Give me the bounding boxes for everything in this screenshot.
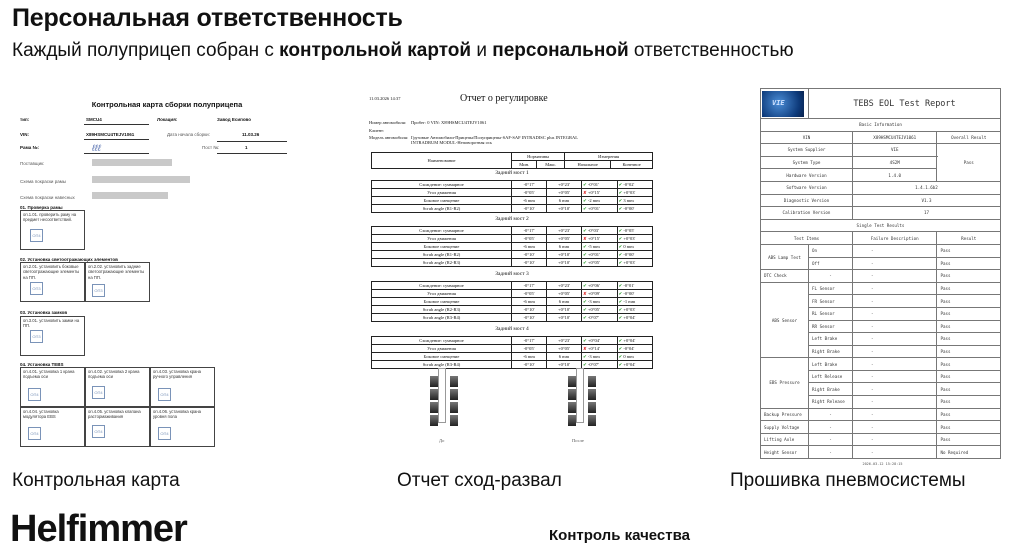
op-box: оп.4.06. установка крана уровня пола (150, 407, 215, 447)
table-row: Угол движения -0°05' +0°05' ✘ +0°15' ✔ +0°03' (372, 235, 653, 243)
wheel-icon (568, 402, 576, 413)
check-icon: ✔ (618, 298, 624, 304)
section-title: 01. Проверка рамы (20, 205, 63, 210)
wheel-icon (430, 415, 438, 426)
tebs-report-document (760, 88, 1005, 468)
attach-paint-label: Схема покраски навесных (20, 195, 75, 200)
table-row: Lifting Axle - - Pass (761, 433, 1001, 446)
check-icon: ✔ (583, 361, 588, 367)
table-row: Height Sensor - - No Required (761, 446, 1001, 459)
table-row: Угол движения -0°05' +0°05' ✘ +0°09' ✔ -0°00' (372, 290, 653, 298)
caption-control-card: Контрольная карта (12, 470, 180, 491)
table-row: Scrub angle (R3-R4) -0°10' +0°10' ✔ -0°07' ✔ +0°04' (372, 361, 653, 369)
axle-title: Задний мост 1 (495, 170, 529, 176)
check-icon: ✔ (618, 235, 624, 241)
table-row: Угол движения -0°05' +0°05' ✘ +0°15' ✔ +0°03' (372, 189, 653, 197)
client: Клиент: (369, 128, 385, 133)
table-row: Scrub angle (R2-R3) -0°10' +0°10' ✔ +0°05' ✔ +0°03' (372, 306, 653, 314)
wheel-icon (450, 415, 458, 426)
op-box: оп.2.02. установить задние светоотражающие элементы на ПП. (85, 262, 150, 302)
op-box: оп.4.01. установка 1 крана подъема оси (20, 367, 85, 407)
alignment-header: Наименование Нормативы Измерения Мин. Макс. Начальное Конечное (371, 152, 653, 169)
op-box: оп.1.01. проверить раму на предмет несоответствий. (20, 210, 85, 250)
report-title: Отчет о регулировке (460, 93, 548, 104)
frame-label: Рама №: (20, 145, 39, 150)
axle-table (371, 226, 653, 267)
axle-title: Задний мост 2 (495, 216, 529, 223)
table-row: Боковое смещение -6 mm 6 mm ✔ -2 mm ✔ 3 mm (372, 197, 653, 205)
op-box: оп.4.05. установка клапана растормаживания (85, 407, 150, 447)
table-row: Угол движения -0°05' +0°05' ✘ +0°14' ✔ -0°04' (372, 345, 653, 353)
check-icon: ✔ (583, 306, 588, 312)
table-row: Схождение: суммарное -0°17' +0°23' ✔ -0°03' ✔ -0°05' (372, 227, 653, 235)
wheel-icon (568, 389, 576, 400)
wheel-icon (568, 415, 576, 426)
table-row: Right Brake - Pass (761, 345, 1001, 358)
table-row: Backup Pressure - - Pass (761, 408, 1001, 421)
table-row: Left Brake - Pass (761, 333, 1001, 346)
page-subtitle: Каждый полуприцеп собран с контрольной картой и персональной ответственностью (12, 40, 794, 61)
table-row: RR Sensor - Pass (761, 320, 1001, 333)
section-title: 04. Установка TEBS (20, 362, 64, 367)
stamp-icon: ОП3 (92, 284, 105, 297)
vie-logo-icon: VIE (762, 91, 804, 117)
wheel-icon (588, 376, 596, 387)
before-label: До (439, 438, 445, 443)
check-icon: ✔ (583, 259, 588, 265)
check-icon: ✔ (618, 353, 624, 359)
check-icon: ✔ (618, 243, 624, 249)
wheel-icon (430, 376, 438, 387)
check-icon: ✔ (618, 227, 624, 233)
tebs-table: VIE TEBS EOL Test Report Basic Information VIN X89HSMCU4TEJV1061 Overall Result System Supplier VIE Pass System Type 4S2M Hardware Version 1.4.0 Software Version 1.4.1.6b2 Diagnostic Version V1.3 Calibration Version 17 Single Test Results Test Items Failure Description Result ABS Lamp Test On - Pass Off - Pass DTC Check - - Pass ABS Sensor FL Sensor - Pass FR Sensor - Pass RL Sensor - Pass RR Sensor - Pass Left Brake - Pass Right Brake - Pass EBS Pressure Left Brake - Pass Left Release - Pass Right Brake - Pass Right Release - Pass Backup Pressure - - Pass Supply Voltage - - Pass Lifting Axle - - Pass Height Sensor - - No Required (760, 88, 1001, 459)
cross-icon: ✘ (583, 189, 588, 195)
check-icon: ✔ (618, 251, 624, 257)
brand-logo: Helfimmer (10, 508, 187, 550)
vehicle-model: Модель автомобиля: Грузовые Автомобили-Прицепы/Полуприцепы-SAF-SAF INTRADISC plus INTEGRAL INTRADRUM MODUL-Неповоротная ось (369, 135, 578, 146)
check-icon: ✔ (618, 361, 624, 367)
check-icon: ✔ (618, 205, 624, 211)
op-box: оп.3.01. установить замки на ПП. (20, 316, 85, 356)
check-icon: ✔ (618, 197, 624, 203)
check-icon: ✔ (583, 197, 588, 203)
frame-paint-label: Схема покраски рамы (20, 179, 67, 184)
type-label: тип: (20, 117, 30, 122)
check-icon: ✔ (618, 306, 624, 312)
table-row: Боковое смещение -6 mm 6 mm ✔ -5 mm ✔ 0 mm (372, 243, 653, 251)
table-row: Right Brake - Pass (761, 383, 1001, 396)
vin-value: X89HSMCU4TEJV1061 (86, 132, 135, 137)
location-label: Локация: (157, 117, 178, 122)
stamp-icon: ОП4 (30, 229, 43, 242)
check-icon: ✔ (583, 353, 588, 359)
check-icon: ✔ (583, 314, 588, 320)
caption-alignment: Отчет сход-развал (397, 470, 562, 491)
location-value: Завод Есипово (217, 117, 252, 122)
table-row: Схождение: суммарное -0°17' +0°23' ✔ +0°06' ✔ -0°01' (372, 282, 653, 290)
stamp-icon: ОП4 (158, 427, 171, 440)
axle-table (371, 336, 653, 369)
control-card-document (12, 90, 292, 460)
signature: ℓℓℓ (92, 143, 101, 153)
wheel-icon (588, 389, 596, 400)
op-box: оп.2.01. установить боковые светоотражающие элементы на ПП. (20, 262, 85, 302)
table-row: ABS Sensor FL Sensor - Pass (761, 282, 1001, 295)
check-icon: ✔ (618, 314, 624, 320)
footer-section: Контроль качества (549, 527, 690, 544)
start-date-value: 11.03.26 (242, 132, 260, 137)
report-date: 11.03.2026 14:37 (369, 96, 401, 101)
table-row: Боковое смещение -6 mm 6 mm ✔ -3 mm ✔ 0 mm (372, 353, 653, 361)
section-title: 02. Установка светоотражающих элементов (20, 257, 118, 262)
start-date-label: Дата начала сборки: (167, 132, 210, 137)
section-title: 03. Установка замков (20, 310, 68, 315)
check-icon: ✔ (618, 282, 624, 288)
table-row: DTC Check - - Pass (761, 270, 1001, 283)
check-icon: ✔ (583, 337, 588, 343)
vehicle-number: Номер автомобиля: Пробег: 0 VIN: X89HSMCU4TEJV1061 (369, 120, 487, 125)
table-row: ABS Lamp Test On - Pass (761, 244, 1001, 257)
check-icon: ✔ (618, 345, 624, 351)
check-icon: ✔ (583, 181, 588, 187)
stamp-icon: ОП4 (92, 425, 105, 438)
check-icon: ✔ (583, 243, 588, 249)
table-row: Scrub angle (R2-R3) -0°10' +0°10' ✔ +0°05' ✔ +0°03' (372, 259, 653, 267)
check-icon: ✔ (618, 290, 624, 296)
table-row: EBS Pressure Left Brake - Pass (761, 358, 1001, 371)
op-box: оп.4.02. установка 2 крана подъема оси (85, 367, 150, 407)
stamp-icon: ОП4 (28, 388, 41, 401)
tebs-title: TEBS EOL Test Report (809, 89, 1001, 119)
cross-icon: ✘ (583, 235, 588, 241)
table-row: Off - Pass (761, 257, 1001, 270)
op-box: оп.4.03. установка крана ручного управления (150, 367, 215, 407)
supplier-label: Поставщик: (20, 161, 45, 166)
tebs-timestamp: 2026-03-12 15:28:15 (862, 462, 903, 467)
check-icon: ✔ (583, 205, 588, 211)
post-value: 1 (245, 145, 248, 150)
table-row: Right Release - Pass (761, 396, 1001, 409)
table-row: Scrub angle (R1-R2) -0°10' +0°10' ✔ +0°01' ✔ -0°00' (372, 251, 653, 259)
check-icon: ✔ (583, 227, 588, 233)
wheel-icon (568, 376, 576, 387)
check-icon: ✔ (618, 259, 624, 265)
check-icon: ✔ (618, 181, 624, 187)
axle-title: Задний мост 4 (495, 326, 529, 333)
check-icon: ✔ (618, 189, 624, 195)
wheel-icon (430, 402, 438, 413)
after-label: После (572, 438, 584, 443)
axle-table (371, 180, 653, 213)
wheel-icon (588, 415, 596, 426)
page-title: Персональная ответственность (12, 4, 403, 32)
check-icon: ✔ (583, 251, 588, 257)
stamp-icon: ОП3 (30, 282, 43, 295)
caption-firmware: Прошивка пневмосистемы (730, 470, 966, 491)
table-row: FR Sensor - Pass (761, 295, 1001, 308)
table-row: Scrub angle (R1-R2) -0°10' +0°10' ✔ +0°01' ✔ -0°00' (372, 205, 653, 213)
overall-result: Pass (937, 144, 1001, 182)
axle-table (371, 281, 653, 322)
type-value: SMCU4 (86, 117, 102, 122)
table-row: Left Release - Pass (761, 370, 1001, 383)
check-icon: ✔ (618, 337, 624, 343)
post-label: Пост №: (202, 145, 220, 150)
table-row: RL Sensor - Pass (761, 307, 1001, 320)
table-row: Supply Voltage - - Pass (761, 421, 1001, 434)
vin-label: VIN: (20, 132, 29, 137)
wheel-icon (450, 376, 458, 387)
wheel-icon (450, 402, 458, 413)
op-box: оп.4.04. установка модулятора EBS (20, 407, 85, 447)
wheel-icon (450, 389, 458, 400)
stamp-icon: ОП3 (30, 330, 43, 343)
table-row: Боковое смещение -6 mm 6 mm ✔ -3 mm ✔ -1 mm (372, 298, 653, 306)
table-row: Схождение: суммарное -0°17' +0°23' ✔ +0°04' ✔ +0°04' (372, 337, 653, 345)
stamp-icon: ОП4 (158, 388, 171, 401)
control-card-title: Контрольная карта сборки полуприцепа (91, 100, 243, 109)
check-icon: ✔ (583, 298, 588, 304)
stamp-icon: ОП4 (28, 427, 41, 440)
wheel-icon (588, 402, 596, 413)
table-row: Scrub angle (R3-R4) -0°10' +0°10' ✔ -0°07' ✔ +0°04' (372, 314, 653, 322)
axle-title: Задний мост 3 (495, 271, 529, 278)
cross-icon: ✘ (583, 345, 588, 351)
alignment-report-document (365, 90, 655, 450)
wheel-icon (430, 389, 438, 400)
check-icon: ✔ (583, 282, 588, 288)
table-row: Схождение: суммарное -0°17' +0°23' ✔ -0°01' ✔ -0°02' (372, 181, 653, 189)
cross-icon: ✘ (583, 290, 588, 296)
stamp-icon: ОП4 (92, 386, 105, 399)
